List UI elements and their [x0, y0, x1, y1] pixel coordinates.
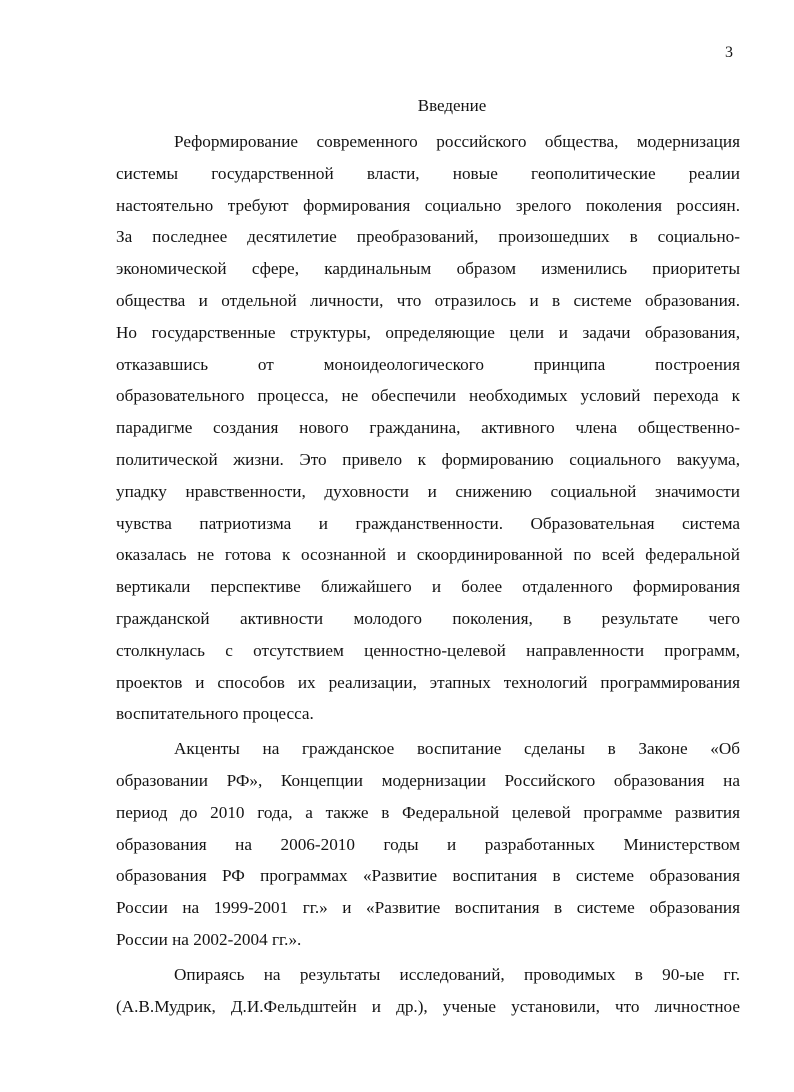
paragraph-1-line: За последнее десятилетие преобразований, произошедших в социально- — [116, 227, 740, 247]
paragraph-1-line: Реформирование современного российского общества, модернизация — [174, 132, 740, 151]
section-heading: Введение — [417, 96, 487, 115]
paragraph-1-line: образовательного процесса, не обеспечили необходимых условий перехода к — [116, 386, 740, 406]
paragraph-1-line: политической жизни. Это привело к формированию социального вакуума, — [116, 449, 740, 469]
paragraph-3-line: (А.В.Мудрик, Д.И.Фельдштейн и др.), ученые установили, что личностное — [116, 996, 740, 1016]
document-body — [116, 126, 740, 1022]
paragraph-1-line: общества и отдельной личности, что отразилось и в системе образования. — [116, 290, 740, 310]
paragraph-3-line: Опираясь на результаты исследований, проводимых в 90-ые гг. — [174, 964, 740, 984]
paragraph-1-line: проектов и способов их реализации, этапных технологий программирования — [116, 672, 740, 692]
paragraph-2-line: России на 1999-2001 гг.» и «Развитие воспитания в системе образования — [116, 898, 740, 918]
paragraph-1-line: гражданской активности молодого поколения, в результате чего — [116, 608, 740, 628]
paragraph-1-line: Но государственные структуры, определяющие цели и задачи образования, — [116, 322, 740, 342]
paragraph-1-line: упадку нравственности, духовности и снижению социальной значимости — [116, 481, 740, 501]
paragraph-1-line: оказалась не готова к осознанной и скоординированной по всей федеральной — [116, 545, 740, 565]
paragraph-1-line: экономической сфере, кардинальным образом изменились приоритеты — [116, 259, 740, 279]
paragraph-1-line: парадигме создания нового гражданина, активного члена общественно- — [116, 418, 740, 438]
paragraph-2-line: образования РФ программах «Развитие воспитания в системе образования — [116, 866, 740, 886]
paragraph-2-line: России на 2002-2004 гг.». — [116, 929, 302, 949]
paragraph-1-line: отказавшись от моноидеологического принципа построения — [116, 354, 740, 374]
paragraph-2-line: образования на 2006-2010 годы и разработанных Министерством — [116, 834, 740, 854]
paragraph-1-line: чувства патриотизма и гражданственности. Образовательная система — [116, 513, 740, 533]
paragraph-2-line: период до 2010 года, а также в Федеральной целевой программе развития — [116, 802, 740, 822]
paragraph-1-line: воспитательного процесса. — [116, 704, 314, 724]
paragraph-1-line: вертикали перспективе ближайшего и более отдаленного формирования — [116, 577, 740, 597]
paragraph-2-line: образовании РФ», Концепции модернизации Российского образования на — [116, 770, 740, 790]
paragraph-2-line: Акценты на гражданское воспитание сделаны в Законе «Об — [174, 739, 740, 759]
paragraph-1-line: системы государственной власти, новые геополитические реалии — [116, 163, 740, 183]
page-number: 3 — [725, 44, 733, 61]
paragraph-1-line: настоятельно требуют формирования социально зрелого поколения россиян. — [116, 195, 740, 215]
paragraph-1-line: столкнулась с отсутствием ценностно-целевой направленности программ, — [116, 640, 740, 660]
